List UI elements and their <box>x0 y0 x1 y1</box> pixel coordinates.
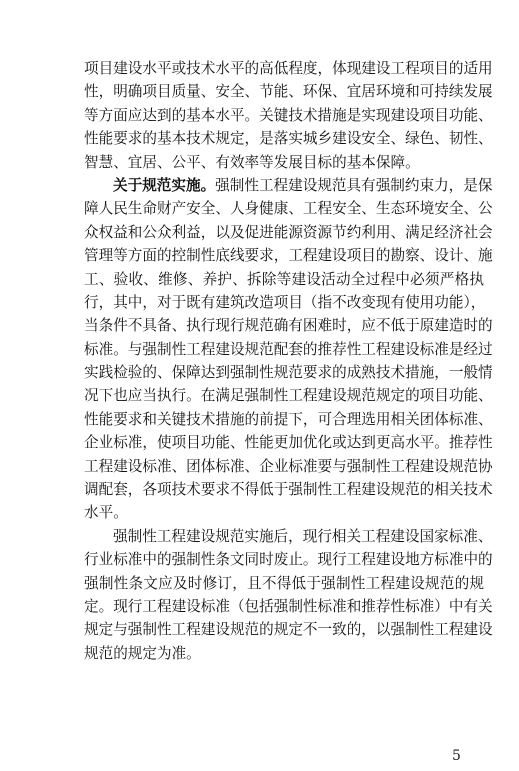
paragraph-2 <box>84 174 493 525</box>
text-line: 行业标准中的强制性条文同时废止。现行工程建设地方标准中的 <box>84 551 493 569</box>
text-line: 性能要求的基本技术规定，是落实城乡建设安全、绿色、韧性、 <box>84 130 493 148</box>
text-line: 性能要求和关键技术措施的前提下，可合理选用相关团体标准、 <box>84 410 493 428</box>
text-line: 当条件不具备、执行现行规范确有困难时，应不低于原建造时的 <box>84 317 493 335</box>
text-line: 况下也应当执行。在满足强制性工程建设规范规定的项目功能、 <box>84 387 493 405</box>
text-line: 行，其中，对于既有建筑改造项目（指不改变现有使用功能）， <box>84 293 486 311</box>
text-line: 性，明确项目质量、安全、节能、环保、宜居环境和可持续发展 <box>84 83 493 101</box>
text-line: 众权益和公众利益，以及促进能源资源节约利用、满足经济社会 <box>84 223 493 241</box>
text-line: 项目建设水平或技术水平的高低程度，体现建设工程项目的适用 <box>84 60 493 77</box>
text-line: 工、验收、维修、养护、拆除等建设活动全过程中必须严格执 <box>84 270 484 288</box>
text-line: 强制性条文应及时修订，且不得低于强制性工程建设规范的规 <box>84 574 484 592</box>
text-line: 管理等方面的控制性底线要求，工程建设项目的勘察、设计、施 <box>84 247 493 265</box>
page-number: 5 <box>452 748 461 764</box>
text-line: 强制性工程建设规范实施后，现行相关工程建设国家标准、 <box>113 527 493 545</box>
text-line: 障人民生命财产安全、人身健康、工程安全、生态环境安全、公 <box>84 200 493 218</box>
paragraph-1 <box>84 57 493 174</box>
text-line: 等方面应达到的基本水平。关键技术措施是实现建设项目功能、 <box>84 106 493 124</box>
text-line: 定。现行工程建设标准（包括强制性标准和推荐性标准）中有关 <box>84 597 493 615</box>
text-line: 规范的规定为准。 <box>84 644 201 662</box>
body-text <box>84 57 493 665</box>
text-line: 标准。与强制性工程建设规范配套的推荐性工程建设标准是经过 <box>84 340 493 358</box>
text-span: 强制性工程建设规范具有强制约束力，是保 <box>215 176 493 194</box>
text-line <box>84 174 493 197</box>
text-line: 实践检验的、保障达到强制性规范要求的成熟技术措施，一般情 <box>84 364 493 382</box>
text-line: 企业标准，使项目功能、性能更加优化或达到更高水平。推荐性 <box>84 434 493 452</box>
section-heading: 关于规范实施。 <box>113 176 216 194</box>
text-line: 调配套，各项技术要求不得低于强制性工程建设规范的相关技术 <box>84 481 493 499</box>
paragraph-3 <box>84 525 493 665</box>
text-line: 规定与强制性工程建设规范的规定不一致的，以强制性工程建设 <box>84 621 493 639</box>
text-line: 工程建设标准、团体标准、企业标准要与强制性工程建设规范协 <box>84 457 493 475</box>
text-line: 智慧、宜居、公平、有效率等发展目标的基本保障。 <box>84 153 420 171</box>
text-line: 水平。 <box>84 504 128 522</box>
